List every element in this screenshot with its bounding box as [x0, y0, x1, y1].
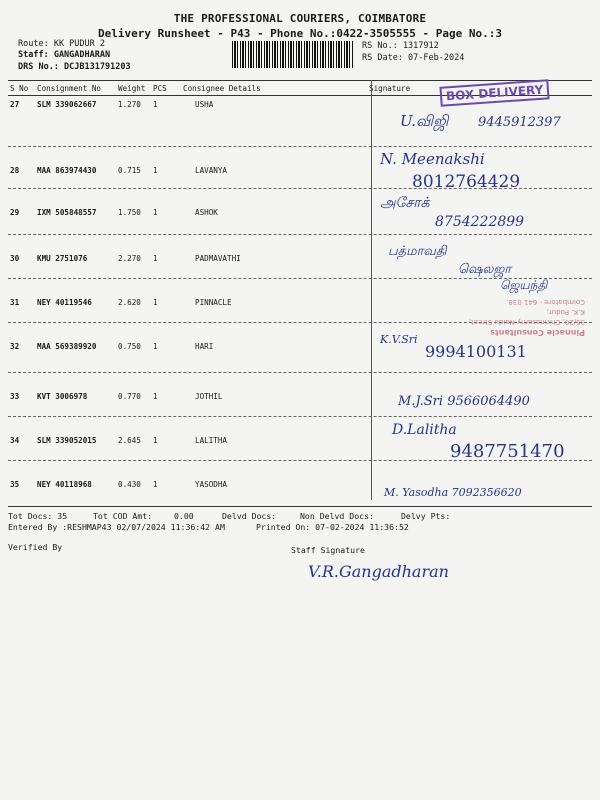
phone-27: 9445912397	[478, 115, 561, 130]
weight-cell: 0.750	[118, 341, 141, 351]
delvy-pts: Delvy Pts:	[401, 511, 451, 521]
rs-date: RS Date: 07-Feb-2024	[362, 53, 465, 63]
pcs-cell: 1	[153, 391, 158, 401]
row-separator	[8, 372, 592, 373]
consignment-cell: KMU 2751076	[37, 253, 88, 263]
serial-number-cell: 29	[10, 207, 20, 217]
consignment-cell: SLM 339062667	[37, 100, 97, 109]
company-title: THE PROFESSIONAL COURIERS, COIMBATORE	[173, 12, 427, 25]
phone-29: 8754222899	[435, 214, 525, 230]
signature-31: ஜெயந்தி	[500, 278, 548, 292]
col-header: S No	[8, 81, 35, 96]
consignment-cell: NEY 40119546	[37, 297, 92, 307]
stamp-line: Pinnacle Consultants	[490, 328, 585, 337]
verified-by: Verified By	[8, 542, 63, 552]
tot-docs: Tot Docs: 35	[8, 511, 68, 521]
col-header: Consignment No	[35, 81, 116, 96]
weight-cell: 2.270	[118, 253, 141, 263]
phone-32: 9994100131	[425, 342, 527, 361]
signature-27: U.விஜி	[400, 112, 449, 130]
consignment-cell: MAA 863974430	[37, 165, 97, 175]
printed-on: Printed On: 07-02-2024 11:36:52	[256, 522, 409, 532]
entered-by: Entered By :RESHMAP43 02/07/2024 11:36:42 AM	[8, 522, 225, 532]
stamp-line: 35/20, Chinnasamy Naidu Street,	[468, 318, 585, 326]
tot-cod-label: Tot COD Amt:	[93, 511, 153, 521]
consignee-cell: JOTHIL	[195, 391, 223, 401]
col-header: Weight	[116, 81, 151, 96]
runsheet-subtitle: Delivery Runsheet - P43 - Phone No.:0422-3505555 - Page No.:3	[98, 27, 502, 40]
signature-30-b: ஷெலஜா	[458, 262, 512, 277]
pcs-cell: 1	[153, 297, 158, 307]
signature-30: பத்மாவதி	[388, 244, 447, 259]
drs-number: DRS No.: DCJB131791203	[18, 62, 131, 72]
staff-signature-label: Staff Signature	[291, 545, 365, 555]
consignment-cell: NEY 40118968	[37, 479, 92, 489]
serial-number-cell: 32	[10, 341, 20, 351]
company-rubber-stamp	[395, 282, 585, 337]
signature-32: K.V.Sri	[380, 333, 418, 346]
barcode	[232, 41, 354, 68]
stamp-line: Coimbatore - 641 038.	[506, 298, 585, 306]
row-separator	[8, 146, 592, 147]
phone-28: 8012764429	[412, 172, 521, 192]
delvd-docs: Delvd Docs:	[222, 511, 277, 521]
consignee-cell: ASHOK	[195, 207, 218, 217]
non-delvd-docs: Non Delvd Docs:	[300, 511, 374, 521]
consignment-cell: IXM 505848557	[37, 207, 97, 217]
consignee-cell: LAVANYA	[195, 165, 228, 175]
serial-number-cell: 30	[10, 253, 20, 263]
consignee-cell: PADMAVATHI	[195, 253, 241, 263]
weight-cell: 0.430	[118, 479, 141, 489]
pcs-cell: 1	[153, 479, 158, 489]
signature-34: D.Lalitha	[392, 422, 457, 438]
box-delivery-stamp: BOX DELIVERY	[439, 79, 550, 107]
weight-cell: 1.270	[118, 100, 141, 109]
consignment-cell: SLM 339052015	[37, 435, 97, 445]
signature-35: M. Yasodha 7092356620	[384, 486, 522, 499]
pcs-cell: 1	[153, 435, 158, 445]
signature-29: அசோக்	[380, 195, 430, 211]
route-label: Route: KK PUDUR 2	[18, 39, 105, 49]
serial-number-cell: 28	[10, 165, 20, 175]
serial-number-cell: 33	[10, 391, 20, 401]
row-separator	[8, 234, 592, 235]
weight-cell: 2.645	[118, 435, 141, 445]
serial-number-cell: 31	[10, 297, 20, 307]
weight-cell: 0.715	[118, 165, 141, 175]
signature-divider	[371, 80, 372, 500]
consignee-cell: LALITHA	[195, 435, 228, 445]
staff-label: Staff: GANGADHARAN	[18, 50, 111, 60]
table-bottom-rule	[8, 506, 592, 507]
pcs-cell: 1	[153, 207, 158, 217]
stamp-line: K.K. Pudur,	[546, 308, 585, 316]
serial-number-cell: 27	[10, 100, 20, 109]
consignee-cell: USHA	[195, 100, 214, 109]
staff-signature: V.R.Gangadharan	[308, 562, 449, 581]
consignee-cell: HARI	[195, 341, 214, 351]
pcs-cell: 1	[153, 165, 158, 175]
consignment-cell: MAA 569389920	[37, 341, 97, 351]
pcs-cell: 1	[153, 341, 158, 351]
serial-number-cell: 34	[10, 435, 20, 445]
serial-number-cell: 35	[10, 479, 20, 489]
consignee-cell: PINNACLE	[195, 297, 232, 307]
phone-34: 9487751470	[450, 441, 565, 462]
weight-cell: 0.770	[118, 391, 141, 401]
tot-cod-value: 0.00	[174, 511, 194, 521]
consignee-cell: YASODHA	[195, 479, 228, 489]
row-separator	[8, 416, 592, 417]
col-header: Signature	[367, 81, 592, 96]
col-header: PCS	[151, 81, 181, 96]
signature-28: N. Meenakshi	[380, 150, 485, 168]
weight-cell: 1.750	[118, 207, 141, 217]
weight-cell: 2.620	[118, 297, 141, 307]
consignment-cell: KVT 3006978	[37, 391, 88, 401]
signature-33: M.J.Sri 9566064490	[398, 394, 530, 409]
col-header: Consignee Details	[181, 81, 367, 96]
rs-number: RS No.: 1317912	[362, 41, 439, 51]
pcs-cell: 1	[153, 253, 158, 263]
pcs-cell: 1	[153, 100, 158, 109]
